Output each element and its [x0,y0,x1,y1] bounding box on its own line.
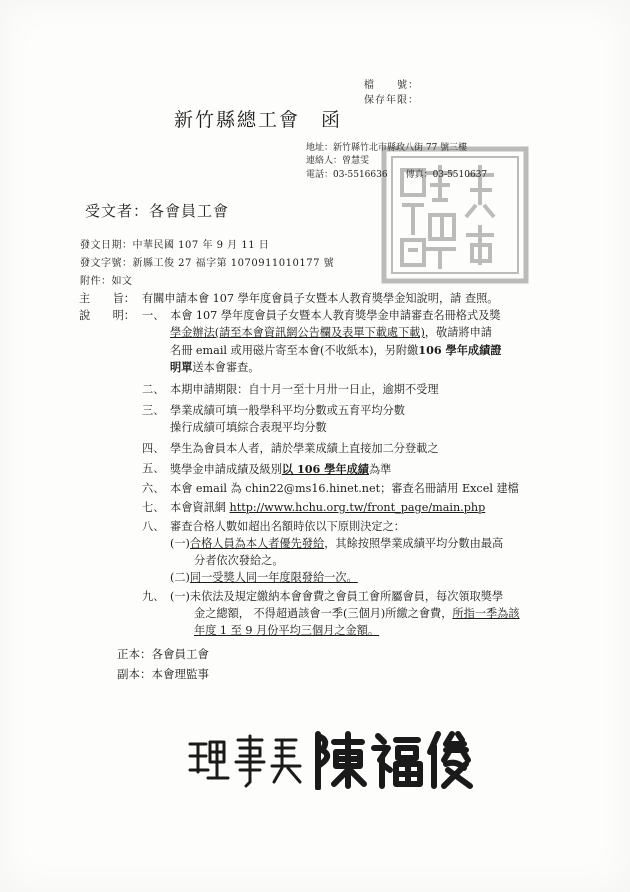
item-7-label: 本會資訊網 [170,501,230,514]
item-5-number: 五、 [142,462,165,475]
item-6-number: 六、 [142,482,165,495]
item-9-line-3 [194,624,379,638]
item-7-number: 七、 [142,501,165,514]
item-7-text [170,501,485,515]
item-8-sub-1-rest: ，其餘按照學業成績平均分數由最高 [324,537,504,550]
item-8-number: 八、 [142,520,165,533]
item-1-line-2 [170,326,492,340]
issue-date: 發文日期：中華民國 107 年 9 月 11 日 [80,240,270,251]
item-3-number: 三、 [142,404,165,417]
contact-address: 地址：新竹縣竹北市縣政八街 77 號三樓 [306,143,468,153]
item-3-line-2: 操行成績可填綜合表現平均分數 [170,421,327,434]
item-3-line-1: 學業成績可填一般學科平均分數或五育平均分數 [170,404,405,417]
item-9-line-1: (一)未依法及規定繳納本會會費之會員工會所屬會員，每次領取獎學 [170,590,504,603]
chairman-signature [182,730,482,790]
item-8-sub-1 [170,537,503,551]
item-1-line-3 [170,343,501,358]
issue-number: 發文字號：新縣工俊 27 福字第 1070911010177 號 [80,258,335,269]
item-2-text: 本期申請期限：自十月一至十月卅一日止，逾期不受理 [170,383,439,396]
item-9-line-2 [194,607,520,621]
subject-text: 有關申請本會 107 學年度會員子女暨本人教育獎學金知說明，請 查照。 [142,292,499,305]
item-8-sub-2-underlined: 同一受獎人同一年度限發給一次。 [189,571,358,584]
primary-recipients: 正本：各會員工會 [117,647,209,661]
archive-retention-label: 保存年限： [364,95,419,106]
item-5-text-underlined: 以 106 學年成績 [281,462,369,476]
item-9-line-2-underlined: 所指一季為該 [452,607,520,620]
cc-recipients: 副本：本會理監事 [117,667,209,681]
item-1-line-4-text: 送本會審查。 [192,361,260,374]
contact-phone-fax: 電話：03-5516636 傳真：03-5510637 [306,170,488,180]
item-9-number: 九、 [142,590,165,603]
item-1-download-note: 學金辦法(請至本會資訊網公告欄及表單下載處下載) [170,326,425,339]
item-8-sub-2-number: (二) [170,571,190,584]
item-8-sub-2 [170,571,358,585]
item-8-sub-1-number: (一) [170,537,190,550]
item-2-number: 二、 [142,383,165,396]
subject-label: 主 旨： [79,292,135,305]
document-title: 新竹縣總工會 函 [174,109,343,131]
website-link[interactable]: http://www.hchu.org.tw/front_page/main.php [229,501,486,514]
contact-person: 連絡人：曾慧雯 [306,156,370,166]
attachment: 附件：如文 [80,276,133,287]
item-5-text-a: 獎學金申請成績及級別 [170,463,282,476]
item-4-text: 學生為會員本人者，請於學業成績上直接加二分登載之 [170,442,439,455]
item-1-line-2-rest: ，敬請將申請 [424,326,492,339]
item-1-line-4-bold: 明單 [170,360,193,374]
item-1-line-3-bold: 106 學年成績證 [418,343,502,357]
item-1-line-1: 本會 107 學年度會員子女暨本人教育獎學金申請審查名冊格式及獎 [170,309,501,322]
item-4-number: 四、 [142,442,165,455]
explanation-label: 說 明： [79,309,135,322]
item-8-text: 審查合格人數如超出名額時依以下原則決定之： [170,520,405,533]
item-8-sub-1-line-2: 分者依次發給之。 [194,554,284,567]
item-8-sub-1-underlined: 合格人員為本人者優先發給 [189,537,325,550]
item-1-number: 一、 [142,309,165,322]
item-9-line-2-text: 金之總額， 不得超過該會一季(三個月)所繳之會費， [194,607,453,620]
item-5-text-b: 為準 [368,463,392,476]
item-5-text [170,462,391,477]
recipient: 受文者：各會員工會 [85,202,230,220]
item-1-line-3-text: 名冊 email 或用磁片寄至本會(不收紙本)，另附繳 [170,344,419,357]
item-6-text: 本會 email 為 chin22@ms16.hinet.net；審查名冊請用 Excel 建檔 [170,482,519,495]
item-9-line-3-underlined: 年度 1 至 9 月份平均三個月之金額。 [194,624,380,637]
official-seal-stamp [380,145,530,285]
archive-file-number-label: 檔 號： [364,80,419,91]
item-1-line-4 [170,360,260,375]
